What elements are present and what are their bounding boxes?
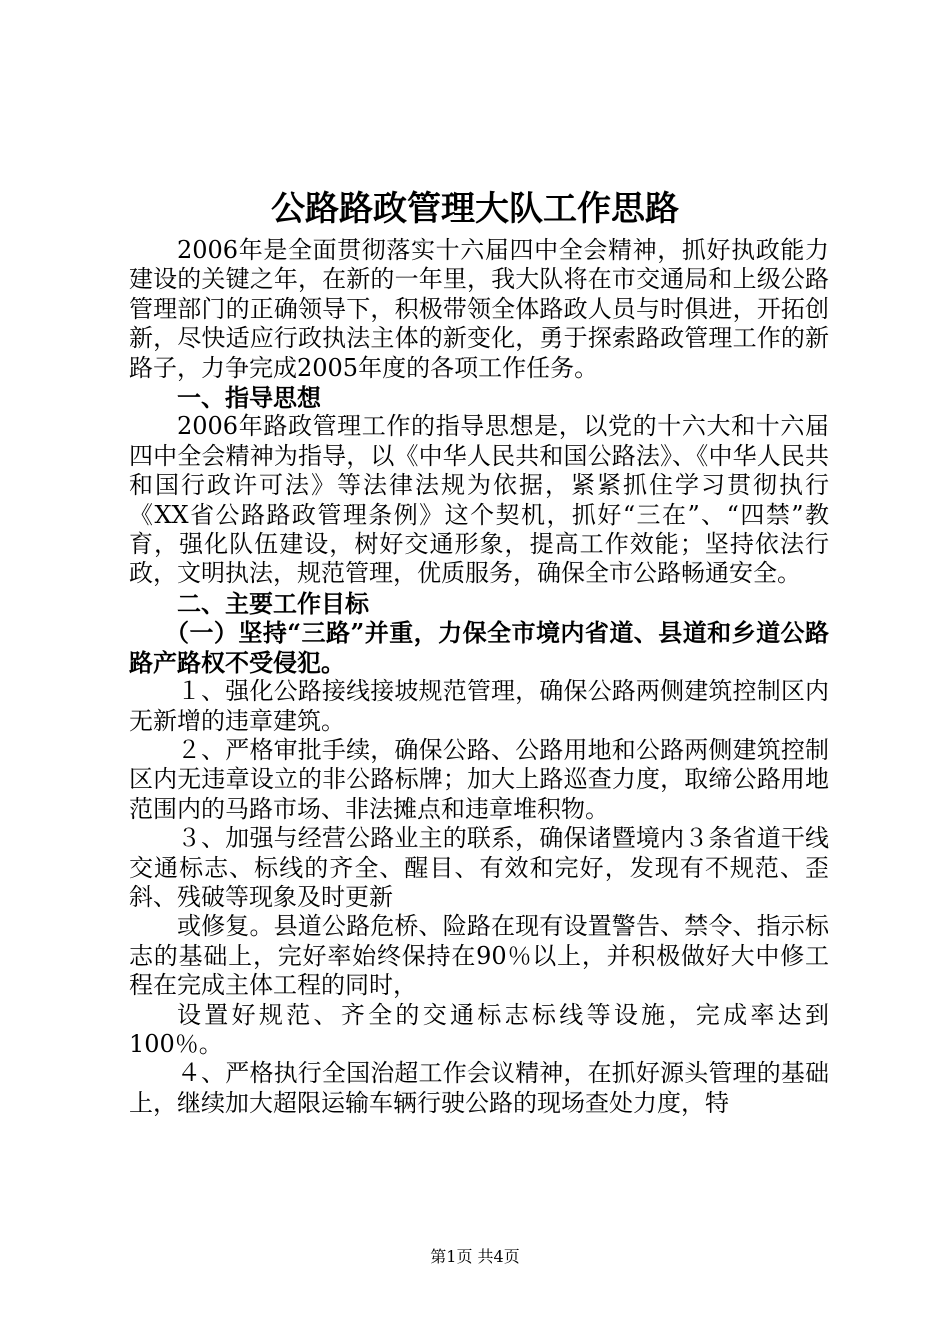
item-3-continued-paragraph: 或修复。县道公路危桥、险路在现有设置警告、禁令、指示标志的基础上，完好率始终保持在90％以上，并积极做好大中修工程在完成主体工程的同时， (129, 912, 829, 1000)
page-footer: 第1页 共4页 (430, 1247, 520, 1266)
item-3-continued-paragraph-2: 设置好规范、齐全的交通标志标线等设施，完成率达到100％。 (129, 1000, 829, 1058)
guiding-ideology-paragraph: 2006年路政管理工作的指导思想是，以党的十六大和十六届四中全会精神为指导，以《中华人民共和国公路法》、《中华人民共和国行政许可法》等法律法规为依据，紧紧抓住学习贯彻执行《XX省公路路政管理条例》这个契机，抓好“三在”、“四禁”教育，强化队伍建设，树好交通形象，提高工作效能；坚持依法行政，文明执法，规范管理，优质服务，确保全市公路畅通安全。 (129, 412, 829, 588)
item-1-paragraph: １、强化公路接线接坡规范管理，确保公路两侧建筑控制区内无新增的违章建筑。 (129, 677, 829, 735)
subsection-heading-three-roads: （一）坚持“三路”并重，力保全市境内省道、县道和乡道公路路产路权不受侵犯。 (129, 618, 829, 677)
intro-paragraph: 2006年是全面贯彻落实十六届四中全会精神，抓好执政能力建设的关键之年，在新的一年里，我大队将在市交通局和上级公路管理部门的正确领导下，积极带领全体路政人员与时俱进，开拓创新，尽快适应行政执法主体的新变化，勇于探索路政管理工作的新路子，力争完成2005年度的各项工作任务。 (129, 236, 829, 382)
item-4-paragraph: ４、严格执行全国治超工作会议精神，在抓好源头管理的基础上，继续加大超限运输车辆行驶公路的现场查处力度，特 (129, 1059, 829, 1117)
section-heading-main-goals: 二、主要工作目标 (177, 588, 369, 618)
item-3-paragraph: ３、加强与经营公路业主的联系，确保诸暨境内３条省道干线交通标志、标线的齐全、醒目、有效和完好，发现有不规范、歪斜、残破等现象及时更新 (129, 824, 829, 911)
document-body (129, 236, 829, 1118)
document-title: 公路路政管理大队工作思路 (271, 189, 679, 229)
section-heading-guiding-ideology: 一、指导思想 (177, 383, 321, 413)
item-2-paragraph: ２、严格审批手续，确保公路、公路用地和公路两侧建筑控制区内无违章设立的非公路标牌；加大上路巡查力度，取缔公路用地范围内的马路市场、非法摊点和违章堆积物。 (129, 735, 829, 823)
